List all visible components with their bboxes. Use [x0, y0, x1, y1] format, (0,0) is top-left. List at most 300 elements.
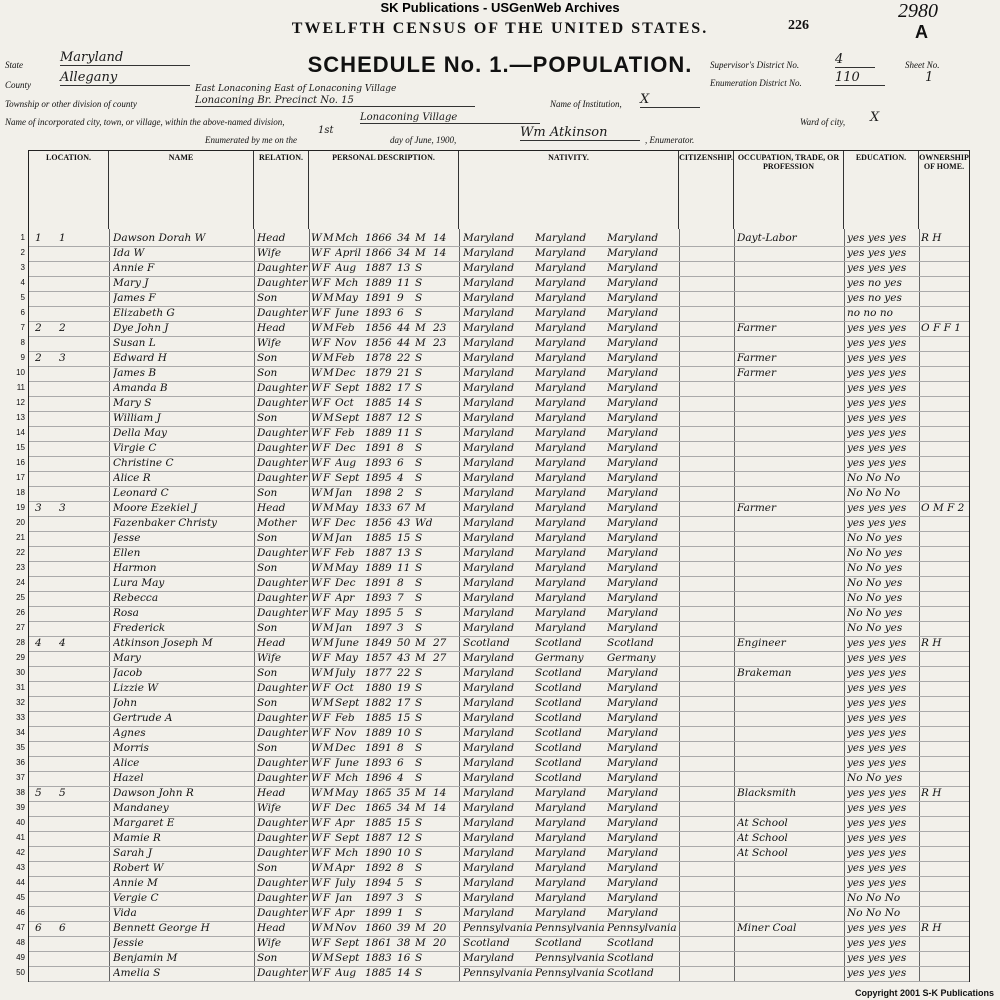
- cell-edu: No No yes: [847, 577, 903, 589]
- cell-rel: Wife: [257, 802, 282, 814]
- cell-name: Mary S: [113, 397, 152, 409]
- cell-yr: 1887: [365, 412, 392, 424]
- cell-col: W: [311, 562, 322, 574]
- cell-born3: Maryland: [607, 562, 659, 574]
- table-row: [16, 441, 969, 457]
- cell-name: Ellen: [113, 547, 141, 559]
- table-row: [16, 921, 969, 937]
- cell-yr: 1889: [365, 427, 392, 439]
- cell-occ: Brakeman: [737, 667, 792, 679]
- table-row: [16, 366, 969, 382]
- cell-sex: F: [323, 397, 331, 409]
- cell-born3: Maryland: [607, 607, 659, 619]
- line-number: 14: [16, 428, 25, 437]
- cell-sex: M: [323, 412, 334, 424]
- cell-occ: Dayt-Labor: [737, 232, 797, 244]
- cell-born2: Maryland: [535, 472, 587, 484]
- cell-col: W: [311, 352, 322, 364]
- cell-occ: At School: [737, 847, 788, 859]
- cell-name: Rosa: [113, 607, 139, 619]
- cell-occ: Farmer: [737, 502, 777, 514]
- cell-rel: Daughter: [257, 427, 308, 439]
- cell-rel: Son: [257, 862, 278, 874]
- cell-sex: F: [323, 772, 331, 784]
- cell-col: W: [311, 292, 322, 304]
- cell-born3: Maryland: [607, 277, 659, 289]
- cell-born3: Scotland: [607, 952, 654, 964]
- cell-born1: Maryland: [463, 847, 515, 859]
- cell-mo: May: [335, 607, 358, 619]
- cell-ms: S: [415, 967, 423, 979]
- cell-col: W: [311, 232, 322, 244]
- table-row: [16, 411, 969, 427]
- table-row: [16, 621, 969, 637]
- cell-name: Sarah J: [113, 847, 153, 859]
- enumerated-label: Enumerated by me on the: [205, 135, 297, 145]
- cell-ms: M: [415, 652, 426, 664]
- cell-ms: M: [415, 232, 426, 244]
- cell-born3: Maryland: [607, 892, 659, 904]
- line-number: 29: [16, 653, 25, 662]
- cell-occ: Blacksmith: [737, 787, 797, 799]
- cell-born1: Maryland: [463, 397, 515, 409]
- cell-col: W: [311, 427, 322, 439]
- cell-born2: Maryland: [535, 457, 587, 469]
- cell-age: 14: [397, 967, 411, 979]
- cell-born1: Maryland: [463, 817, 515, 829]
- cell-age: 9: [397, 292, 404, 304]
- cell-rel: Son: [257, 292, 278, 304]
- cell-born2: Maryland: [535, 802, 587, 814]
- cell-mo: Aug: [335, 967, 357, 979]
- cell-ms: S: [415, 892, 423, 904]
- cell-rel: Wife: [257, 937, 282, 949]
- cell-name: Hazel: [113, 772, 144, 784]
- cell-col: W: [311, 457, 322, 469]
- table-row: [16, 591, 969, 607]
- cell-ms: S: [415, 292, 423, 304]
- cell-name: Jessie: [113, 937, 144, 949]
- cell-edu: yes yes yes: [847, 862, 907, 874]
- cell-edu: yes no yes: [847, 277, 902, 289]
- cell-col: W: [311, 757, 322, 769]
- cell-born3: Maryland: [607, 487, 659, 499]
- cell-fam: 6: [59, 922, 66, 934]
- cell-name: Alice: [113, 757, 140, 769]
- cell-col: W: [311, 607, 322, 619]
- cell-ms: S: [415, 877, 423, 889]
- cell-mo: Dec: [335, 802, 356, 814]
- cell-sex: M: [323, 742, 334, 754]
- cell-ms: Wd: [415, 517, 433, 529]
- line-number: 2: [20, 248, 25, 257]
- cell-sex: M: [323, 292, 334, 304]
- table-row: [16, 486, 969, 502]
- line-number: 44: [16, 878, 25, 887]
- table-row: [16, 516, 969, 532]
- cell-edu: yes yes yes: [847, 952, 907, 964]
- cell-name: Amelia S: [113, 967, 161, 979]
- ward-value: X: [870, 110, 880, 125]
- table-row: [16, 951, 969, 967]
- county-label: County: [5, 80, 31, 90]
- cell-edu: yes yes yes: [847, 457, 907, 469]
- cell-col: W: [311, 922, 322, 934]
- line-number: 3: [20, 263, 25, 272]
- cell-born2: Maryland: [535, 277, 587, 289]
- cell-sex: F: [323, 892, 331, 904]
- cell-edu: yes yes yes: [847, 337, 907, 349]
- cell-born2: Maryland: [535, 442, 587, 454]
- cell-edu: No No yes: [847, 532, 903, 544]
- cell-yr: 1883: [365, 952, 392, 964]
- cell-sex: F: [323, 682, 331, 694]
- col-relation: RELATION.: [254, 151, 309, 229]
- cell-col: W: [311, 697, 322, 709]
- cell-born2: Maryland: [535, 592, 587, 604]
- cell-born1: Maryland: [463, 697, 515, 709]
- cell-born3: Maryland: [607, 457, 659, 469]
- cell-born2: Maryland: [535, 787, 587, 799]
- cell-mo: May: [335, 292, 358, 304]
- cell-born1: Maryland: [463, 262, 515, 274]
- cell-mo: Apr: [335, 592, 355, 604]
- cell-born2: Scotland: [535, 727, 582, 739]
- cell-name: Bennett George H: [113, 922, 210, 934]
- cell-ms: M: [415, 502, 426, 514]
- cell-sex: M: [323, 502, 334, 514]
- cell-ym: 27: [433, 652, 447, 664]
- cell-born1: Scotland: [463, 937, 510, 949]
- cell-edu: yes yes yes: [847, 427, 907, 439]
- cell-rel: Head: [257, 502, 286, 514]
- cell-age: 8: [397, 742, 404, 754]
- line-number: 42: [16, 848, 25, 857]
- cell-occ: Farmer: [737, 352, 777, 364]
- cell-born2: Maryland: [535, 292, 587, 304]
- cell-mo: Feb: [335, 352, 355, 364]
- line-number: 25: [16, 593, 25, 602]
- line-number: 50: [16, 968, 25, 977]
- cell-ym: 14: [433, 247, 447, 259]
- cell-ms: S: [415, 397, 423, 409]
- cell-mo: May: [335, 652, 358, 664]
- line-number: 18: [16, 488, 25, 497]
- cell-ms: M: [415, 802, 426, 814]
- cell-yr: 1894: [365, 877, 392, 889]
- cell-born2: Maryland: [535, 877, 587, 889]
- cell-mo: Dec: [335, 742, 356, 754]
- cell-born2: Scotland: [535, 772, 582, 784]
- cell-rel: Son: [257, 697, 278, 709]
- line-number: 10: [16, 368, 25, 377]
- line-number: 5: [20, 293, 25, 302]
- cell-col: W: [311, 487, 322, 499]
- table-row: [20, 276, 969, 292]
- cell-age: 16: [397, 952, 411, 964]
- table-row: [16, 756, 969, 772]
- cell-col: W: [311, 682, 322, 694]
- cell-born3: Maryland: [607, 322, 659, 334]
- cell-born1: Maryland: [463, 472, 515, 484]
- cell-edu: yes yes yes: [847, 682, 907, 694]
- cell-age: 17: [397, 697, 411, 709]
- cell-ms: M: [415, 337, 426, 349]
- line-number: 45: [16, 893, 25, 902]
- cell-col: W: [311, 712, 322, 724]
- cell-ym: 14: [433, 232, 447, 244]
- cell-ms: S: [415, 412, 423, 424]
- cell-mo: May: [335, 787, 358, 799]
- table-row: [20, 246, 969, 262]
- copyright: Copyright 2001 S-K Publications: [854, 988, 994, 998]
- col-name: NAME: [109, 151, 254, 229]
- cell-age: 10: [397, 727, 411, 739]
- cell-mo: Dec: [335, 577, 356, 589]
- cell-mo: Feb: [335, 322, 355, 334]
- line-number: 27: [16, 623, 25, 632]
- cell-edu: yes yes yes: [847, 382, 907, 394]
- cell-born2: Pennsylvania: [535, 922, 605, 934]
- cell-dw: 6: [35, 922, 42, 934]
- cell-col: W: [311, 517, 322, 529]
- cell-yr: 1890: [365, 847, 392, 859]
- cell-ms: S: [415, 697, 423, 709]
- cell-born2: Germany: [535, 652, 584, 664]
- cell-sex: F: [323, 262, 331, 274]
- cell-edu: No No yes: [847, 772, 903, 784]
- table-row: [16, 861, 969, 877]
- cell-edu: yes yes yes: [847, 697, 907, 709]
- state-label: State: [5, 60, 23, 70]
- cell-sex: M: [323, 952, 334, 964]
- cell-ms: S: [415, 622, 423, 634]
- cell-name: Ida W: [113, 247, 145, 259]
- cell-edu: No No yes: [847, 622, 903, 634]
- cell-born2: Scotland: [535, 697, 582, 709]
- cell-mo: Dec: [335, 517, 356, 529]
- cell-born2: Maryland: [535, 907, 587, 919]
- cell-col: W: [311, 547, 322, 559]
- cell-born3: Maryland: [607, 757, 659, 769]
- cell-born1: Maryland: [463, 907, 515, 919]
- cell-ms: S: [415, 532, 423, 544]
- line-number: 8: [20, 338, 25, 347]
- cell-col: W: [311, 472, 322, 484]
- cell-ms: M: [415, 922, 426, 934]
- table-row: [16, 531, 969, 547]
- cell-mo: May: [335, 562, 358, 574]
- cell-sex: M: [323, 667, 334, 679]
- cell-edu: yes yes yes: [847, 247, 907, 259]
- cell-age: 39: [397, 922, 411, 934]
- cell-born1: Maryland: [463, 247, 515, 259]
- cell-born2: Maryland: [535, 337, 587, 349]
- cell-col: W: [311, 862, 322, 874]
- cell-edu: yes yes yes: [847, 322, 907, 334]
- cell-edu: yes yes yes: [847, 352, 907, 364]
- cell-yr: 1897: [365, 622, 392, 634]
- cell-fam: 5: [59, 787, 66, 799]
- cell-born3: Maryland: [607, 667, 659, 679]
- cell-born2: Maryland: [535, 832, 587, 844]
- cell-name: Benjamin M: [113, 952, 178, 964]
- township-label: Township or other division of county: [5, 99, 137, 109]
- cell-sex: F: [323, 577, 331, 589]
- cell-yr: 1887: [365, 262, 392, 274]
- cell-mo: Feb: [335, 427, 355, 439]
- cell-born3: Maryland: [607, 577, 659, 589]
- line-number: 4: [20, 278, 25, 287]
- cell-rel: Daughter: [257, 892, 308, 904]
- cell-yr: 1891: [365, 742, 392, 754]
- cell-born3: Maryland: [607, 592, 659, 604]
- cell-ms: S: [415, 907, 423, 919]
- cell-rel: Son: [257, 412, 278, 424]
- cell-born3: Maryland: [607, 547, 659, 559]
- enumerator-value: Wm Atkinson: [520, 125, 640, 141]
- cell-fam: 3: [59, 502, 66, 514]
- enum-district-value: 110: [835, 70, 885, 86]
- cell-born1: Maryland: [463, 517, 515, 529]
- cell-yr: 1885: [365, 397, 392, 409]
- cell-rel: Daughter: [257, 592, 308, 604]
- cell-mo: Sept: [335, 412, 360, 424]
- cell-col: W: [311, 262, 322, 274]
- cell-ms: S: [415, 832, 423, 844]
- cell-born3: Maryland: [607, 307, 659, 319]
- line-number: 48: [16, 938, 25, 947]
- cell-col: W: [311, 307, 322, 319]
- cell-sex: F: [323, 727, 331, 739]
- cell-edu: yes yes yes: [847, 667, 907, 679]
- line-number: 31: [16, 683, 25, 692]
- cell-edu: No No No: [847, 472, 901, 484]
- cell-born2: Maryland: [535, 397, 587, 409]
- cell-sex: M: [323, 922, 334, 934]
- table-row: [16, 651, 969, 667]
- cell-age: 44: [397, 337, 411, 349]
- cell-rel: Wife: [257, 337, 282, 349]
- cell-born2: Maryland: [535, 847, 587, 859]
- cell-age: 15: [397, 712, 411, 724]
- cell-age: 5: [397, 877, 404, 889]
- cell-born3: Maryland: [607, 232, 659, 244]
- cell-yr: 1856: [365, 322, 392, 334]
- cell-rel: Daughter: [257, 907, 308, 919]
- cell-born3: Maryland: [607, 292, 659, 304]
- cell-yr: 1893: [365, 307, 392, 319]
- cell-mo: July: [335, 667, 356, 679]
- cell-ym: 23: [433, 322, 447, 334]
- cell-born3: Maryland: [607, 532, 659, 544]
- line-number: 40: [16, 818, 25, 827]
- cell-occ: Farmer: [737, 367, 777, 379]
- cell-mo: July: [335, 877, 356, 889]
- cell-rel: Son: [257, 367, 278, 379]
- cell-born3: Maryland: [607, 877, 659, 889]
- cell-name: Lizzie W: [113, 682, 159, 694]
- table-row: [16, 726, 969, 742]
- cell-name: John: [113, 697, 138, 709]
- cell-name: Susan L: [113, 337, 156, 349]
- cell-rel: Daughter: [257, 832, 308, 844]
- cell-born1: Maryland: [463, 232, 515, 244]
- line-number: 47: [16, 923, 25, 932]
- cell-age: 14: [397, 397, 411, 409]
- table-row: [16, 786, 969, 802]
- table-row: [16, 771, 969, 787]
- cell-yr: 1891: [365, 292, 392, 304]
- cell-age: 15: [397, 532, 411, 544]
- cell-sex: F: [323, 712, 331, 724]
- cell-name: Gertrude A: [113, 712, 173, 724]
- cell-ms: S: [415, 307, 423, 319]
- table-row: [16, 426, 969, 442]
- cell-col: W: [311, 817, 322, 829]
- cell-born1: Maryland: [463, 742, 515, 754]
- table-row: [16, 471, 969, 487]
- cell-sex: M: [323, 487, 334, 499]
- cell-born2: Maryland: [535, 532, 587, 544]
- cell-ms: S: [415, 367, 423, 379]
- cell-yr: 1882: [365, 697, 392, 709]
- cell-sex: F: [323, 277, 331, 289]
- cell-edu: yes yes yes: [847, 847, 907, 859]
- table-row: [16, 936, 969, 952]
- cell-sex: F: [323, 427, 331, 439]
- cell-yr: 1857: [365, 652, 392, 664]
- cell-born3: Maryland: [607, 862, 659, 874]
- township-value-2: Lonaconing Br. Precinct No. 15: [195, 95, 475, 107]
- cell-born3: Scotland: [607, 637, 654, 649]
- cell-col: W: [311, 442, 322, 454]
- cell-ms: S: [415, 667, 423, 679]
- cell-mo: Mch: [335, 772, 359, 784]
- cell-born2: Maryland: [535, 817, 587, 829]
- cell-occ: Engineer: [737, 637, 786, 649]
- cell-edu: No No yes: [847, 562, 903, 574]
- cell-sex: M: [323, 322, 334, 334]
- cell-rel: Son: [257, 622, 278, 634]
- cell-sex: F: [323, 442, 331, 454]
- line-number: 32: [16, 698, 25, 707]
- cell-name: Christine C: [113, 457, 174, 469]
- cell-mo: Mch: [335, 847, 359, 859]
- cell-age: 50: [397, 637, 411, 649]
- cell-born3: Maryland: [607, 697, 659, 709]
- line-number: 38: [16, 788, 25, 797]
- cell-born3: Maryland: [607, 682, 659, 694]
- cell-own: R H: [921, 232, 942, 244]
- cell-born2: Maryland: [535, 487, 587, 499]
- cell-born1: Maryland: [463, 772, 515, 784]
- cell-born1: Maryland: [463, 382, 515, 394]
- cell-yr: 1897: [365, 892, 392, 904]
- cell-edu: yes yes yes: [847, 787, 907, 799]
- cell-name: Mamie R: [113, 832, 161, 844]
- cell-edu: No No yes: [847, 592, 903, 604]
- supervisor-value: 4: [835, 52, 875, 68]
- cell-born2: Scotland: [535, 637, 582, 649]
- cell-born3: Maryland: [607, 427, 659, 439]
- cell-born1: Maryland: [463, 562, 515, 574]
- cell-col: W: [311, 532, 322, 544]
- cell-edu: yes yes yes: [847, 832, 907, 844]
- cell-yr: 1896: [365, 772, 392, 784]
- cell-yr: 1893: [365, 592, 392, 604]
- cell-edu: no no no: [847, 307, 893, 319]
